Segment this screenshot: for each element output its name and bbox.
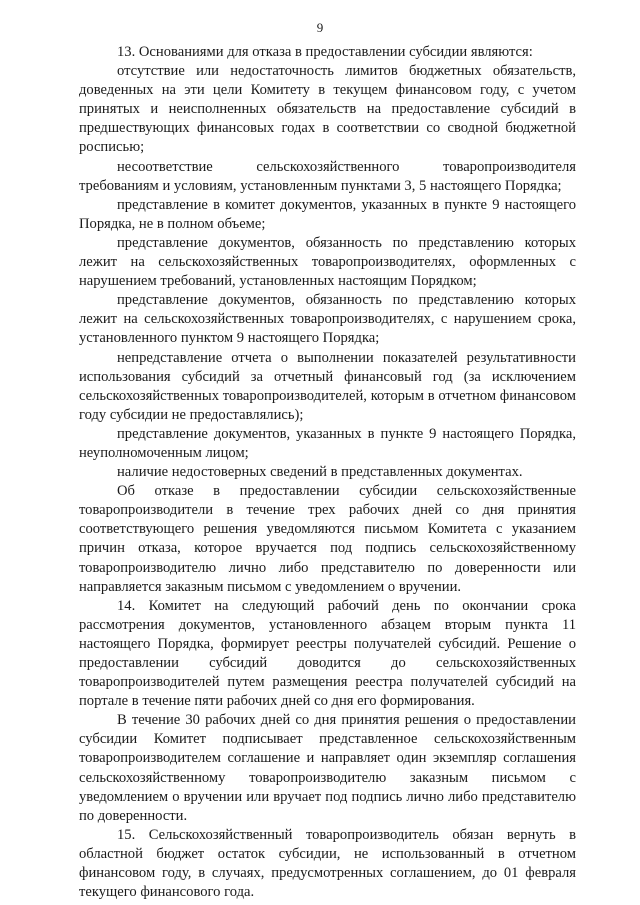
page-number: 9 (316, 20, 324, 35)
paragraph-nonconformity: несоответствие сельскохозяйственного товаропроизводителя требованиям и условиям, установленным пунктами 3, 5 настоящего Порядка; (79, 158, 576, 194)
paragraph-refusal-notice: Об отказе в предоставлении субсидии сельскохозяйственные товаропроизводители в течение трех рабочих дней со дня принятия соответствующего решения уведомляются письмом Комитета с указанием причин отказа, которое вручается под подпись сельскохозяйственному товаропроизводителю лично либо представителю по доверенности или направляется заказным письмом с уведомлением о вручении. (79, 483, 576, 595)
paragraph-13-heading: 13. Основаниями для отказа в предоставлении субсидии являются: (117, 44, 533, 60)
paragraph-violated-deadline: представление документов, обязанность по представлению которых лежит на сельскохозяйственных товаропроизводителях, с нарушением срока, установленного пунктом 9 настоящего Порядка; (79, 292, 576, 347)
document-body (79, 43, 576, 902)
paragraph-14-registry: 14. Комитет на следующий рабочий день по окончании срока рассмотрения документов, установленного абзацем вторым пункта 11 настоящего Порядка, формирует реестры получателей субсидий. Решение о предоставлении субсидий доводится до сельскохозяйственных товаропроизводителей путем размещения реестра получателей субсидий на портале в течение пяти рабочих дней со дня его формирования. (79, 597, 576, 710)
paragraph-violated-requirements: представление документов, обязанность по представлению которых лежит на сельскохозяйственных товаропроизводителях, оформленных с нарушением требований, установленных настоящим Порядком; (79, 234, 576, 290)
paragraph-false-information: наличие недостоверных сведений в представленных документах. (117, 464, 523, 481)
paragraph-incomplete-documents: представление в комитет документов, указанных в пункте 9 настоящего Порядка, не в полном объеме; (79, 196, 576, 232)
paragraph-15-refund: 15. Сельскохозяйственный товаропроизводитель обязан вернуть в областной бюджет остаток субсидии, не использованный в отчетном финансовом году, в случаях, предусмотренных соглашением, до 01 февраля текущего финансового года. (79, 826, 576, 901)
paragraph-agreement: В течение 30 рабочих дней со дня принятия решения о предоставлении субсидии Комитет подписывает представленное сельскохозяйственным товаропроизводителем соглашение и направляет один экземпляр соглашения сельскохозяйственному товаропроизводителю заказным письмом с уведомлением о вручении или вручает под подпись лично либо представителю по доверенности. (79, 712, 576, 824)
paragraph-unauthorized-person: представление документов, указанных в пункте 9 настоящего Порядка, неуполномоченным лицом; (79, 425, 576, 461)
paragraph-limits: отсутствие или недостаточность лимитов бюджетных обязательств, доведенных на эти цели Комитету в текущем финансовом году, с учетом принятых и неисполненных обязательств на предоставление субсидий в предшествующих финансовых годах в соответствии со сводной бюджетной росписью; (79, 63, 576, 156)
paragraph-no-report: непредставление отчета о выполнении показателей результативности использования субсидий за отчетный финансовый год (за исключением сельскохозяйственных товаропроизводителей, которым в отчетном финансовом году субсидии не предоставлялись); (79, 349, 576, 423)
